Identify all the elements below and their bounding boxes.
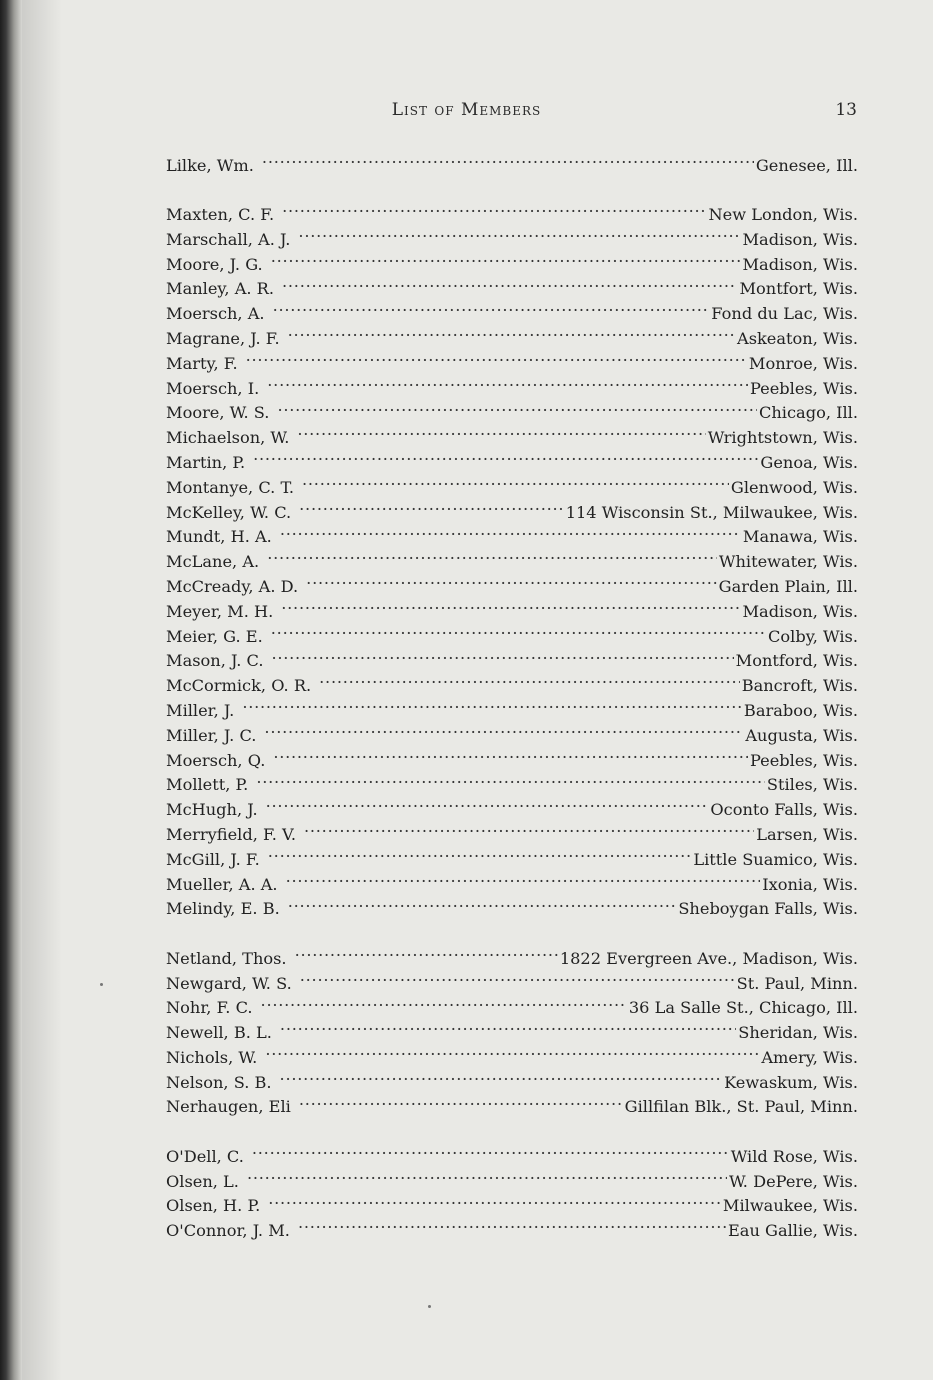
member-location: Chicago, Ill.	[759, 403, 858, 423]
member-location: Garden Plain, Ill.	[718, 577, 858, 597]
member-location: Montfort, Wis.	[739, 279, 858, 299]
dot-leader	[295, 939, 558, 964]
member-name: Mueller, A. A.	[166, 874, 278, 894]
member-location: Madison, Wis.	[742, 229, 858, 249]
dot-leader	[265, 1038, 759, 1063]
member-name: Netland, Thos.	[166, 948, 287, 968]
member-name: Moore, J. G.	[166, 254, 263, 274]
dot-leader	[298, 1211, 726, 1236]
member-location: Milwaukee, Wis.	[722, 1196, 858, 1216]
dot-leader	[247, 1162, 727, 1187]
member-name: Marty, F.	[166, 353, 238, 373]
letter-group	[166, 1137, 858, 1241]
member-entry	[166, 1137, 858, 1166]
dot-leader	[282, 195, 706, 220]
member-location: Eau Gallie, Wis.	[727, 1221, 858, 1241]
member-entry	[166, 865, 858, 894]
member-location: Fond du Lac, Wis.	[711, 304, 858, 324]
member-location: 36 La Salle St., Chicago, Ill.	[628, 998, 858, 1018]
member-name: Nerhaugen, Eli	[166, 1097, 291, 1117]
member-entry	[166, 617, 858, 646]
dot-leader	[300, 964, 735, 989]
dot-leader	[302, 468, 729, 493]
dot-leader	[280, 1013, 736, 1038]
member-name: Nichols, W.	[166, 1047, 258, 1067]
paper-speck	[428, 1305, 431, 1308]
member-location: Ixonia, Wis.	[762, 874, 858, 894]
member-name: Melindy, E. B.	[166, 899, 280, 919]
dot-leader	[256, 766, 765, 791]
dot-leader	[277, 394, 757, 419]
member-entry	[166, 1038, 858, 1067]
member-location: Gillfilan Blk., St. Paul, Minn.	[624, 1097, 858, 1117]
dot-leader	[282, 270, 737, 295]
dot-leader	[264, 716, 743, 741]
member-location: Larsen, Wis.	[756, 825, 858, 845]
dot-leader	[304, 815, 754, 840]
dot-leader	[267, 542, 717, 567]
member-name: O'Dell, C.	[166, 1146, 244, 1166]
dot-leader	[280, 1063, 723, 1088]
member-entry	[166, 394, 858, 423]
member-name: McCormick, O. R.	[166, 676, 312, 696]
letter-group	[166, 146, 858, 175]
member-name: Mundt, H. A.	[166, 527, 272, 547]
member-entry	[166, 195, 858, 225]
member-location: Genoa, Wis.	[760, 453, 858, 473]
member-entry	[166, 790, 858, 820]
member-location: Monroe, Wis.	[748, 353, 858, 373]
dot-leader	[286, 865, 761, 890]
paper-speck	[100, 983, 103, 986]
dot-leader	[288, 319, 735, 344]
member-name: Miller, J.	[166, 701, 235, 721]
member-name: Olsen, H. P.	[166, 1196, 261, 1216]
dot-leader	[268, 840, 692, 865]
letter-group	[166, 195, 858, 919]
dot-leader	[266, 790, 709, 815]
book-spine	[0, 0, 22, 1380]
member-name: McGill, J. F.	[166, 849, 260, 869]
dot-leader	[252, 1137, 729, 1162]
member-name: Mason, J. C.	[166, 651, 264, 671]
gutter-shadow	[22, 0, 62, 1380]
member-name: O'Connor, J. M.	[166, 1221, 290, 1241]
member-name: Olsen, L.	[166, 1171, 239, 1191]
member-name: Newell, B. L.	[166, 1023, 272, 1043]
member-location: Bancroft, Wis.	[741, 676, 858, 696]
dot-leader	[253, 443, 758, 468]
member-entry	[166, 146, 858, 175]
member-location: St. Paul, Minn.	[736, 973, 858, 993]
member-location: Baraboo, Wis.	[743, 701, 858, 721]
member-name: McCready, A. D.	[166, 577, 299, 597]
dot-leader	[299, 1088, 623, 1113]
member-location: New London, Wis.	[708, 205, 858, 225]
member-name: Moersch, I.	[166, 378, 260, 398]
member-location: Little Suamico, Wis.	[693, 849, 858, 869]
dot-leader	[299, 493, 564, 518]
member-name: McLane, A.	[166, 552, 260, 572]
member-location: Stiles, Wis.	[766, 775, 858, 795]
member-entry	[166, 1063, 858, 1092]
member-entry	[166, 939, 858, 968]
member-location: Peebles, Wis.	[749, 750, 858, 770]
member-name: Montanye, C. T.	[166, 477, 295, 497]
member-location: Augusta, Wis.	[745, 725, 858, 745]
page-number: 13	[835, 100, 857, 120]
member-location: 1822 Evergreen Ave., Madison, Wis.	[559, 948, 858, 968]
dot-leader	[297, 418, 705, 443]
dot-leader	[319, 666, 740, 691]
member-location: W. DePere, Wis.	[729, 1171, 858, 1191]
member-name: Moore, W. S.	[166, 403, 270, 423]
dot-leader	[281, 592, 740, 617]
dot-leader	[268, 1187, 721, 1212]
letter-group	[166, 939, 858, 1117]
member-name: Magrane, J. F.	[166, 329, 280, 349]
member-name: Meier, G. E.	[166, 626, 263, 646]
member-location: Askeaton, Wis.	[737, 329, 858, 349]
dot-leader	[246, 344, 747, 369]
member-location: 114 Wisconsin St., Milwaukee, Wis.	[565, 502, 858, 522]
member-name: Mollett, P.	[166, 775, 249, 795]
member-name: Meyer, M. H.	[166, 601, 274, 621]
member-name: Nohr, F. C.	[166, 998, 253, 1018]
dot-leader	[242, 691, 742, 716]
member-entry	[166, 443, 858, 473]
dot-leader	[298, 220, 740, 245]
member-location: Oconto Falls, Wis.	[710, 800, 858, 820]
member-location: Madison, Wis.	[742, 254, 858, 274]
member-location: Sheboygan Falls, Wis.	[678, 899, 858, 919]
member-location: Peebles, Wis.	[749, 378, 858, 398]
member-location: Genesee, Ill.	[755, 155, 858, 175]
dot-leader	[267, 369, 748, 394]
member-name: Newgard, W. S.	[166, 973, 292, 993]
page-title: List of Members	[391, 100, 542, 120]
member-entry	[166, 468, 858, 497]
dot-leader	[271, 245, 741, 270]
member-name: Nelson, S. B.	[166, 1072, 272, 1092]
dot-leader	[261, 989, 627, 1014]
member-name: Marschall, A. J.	[166, 229, 291, 249]
member-name: Moersch, A.	[166, 304, 265, 324]
dot-leader	[280, 518, 741, 543]
member-name: Martin, P.	[166, 453, 246, 473]
member-location: Kewaskum, Wis.	[724, 1072, 858, 1092]
member-entry	[166, 766, 858, 795]
member-name: Lilke, Wm.	[166, 155, 254, 175]
member-name: McHugh, J.	[166, 800, 258, 820]
member-location: Madison, Wis.	[742, 601, 858, 621]
dot-leader	[288, 890, 677, 915]
member-location: Amery, Wis.	[761, 1047, 858, 1067]
dot-leader	[262, 146, 754, 171]
member-name: Moersch, Q.	[166, 750, 266, 770]
member-location: Montford, Wis.	[735, 651, 858, 671]
dot-leader	[273, 294, 710, 319]
dot-leader	[271, 642, 733, 667]
member-location: Sheridan, Wis.	[738, 1023, 858, 1043]
member-location: Wrightstown, Wis.	[707, 428, 858, 448]
member-name: Maxten, C. F.	[166, 205, 275, 225]
member-location: Glenwood, Wis.	[730, 477, 858, 497]
dot-leader	[271, 617, 766, 642]
member-name: Miller, J. C.	[166, 725, 257, 745]
member-name: Manley, A. R.	[166, 279, 275, 299]
dot-leader	[306, 567, 716, 592]
member-name: McKelley, W. C.	[166, 502, 292, 522]
member-entry	[166, 815, 858, 845]
member-location: Wild Rose, Wis.	[730, 1146, 858, 1166]
running-header	[0, 100, 933, 124]
member-list	[166, 146, 858, 1261]
member-location: Colby, Wis.	[768, 626, 858, 646]
dot-leader	[273, 741, 748, 766]
member-name: Michaelson, W.	[166, 428, 290, 448]
member-location: Manawa, Wis.	[742, 527, 858, 547]
member-location: Whitewater, Wis.	[718, 552, 858, 572]
member-name: Merryfield, F. V.	[166, 825, 296, 845]
